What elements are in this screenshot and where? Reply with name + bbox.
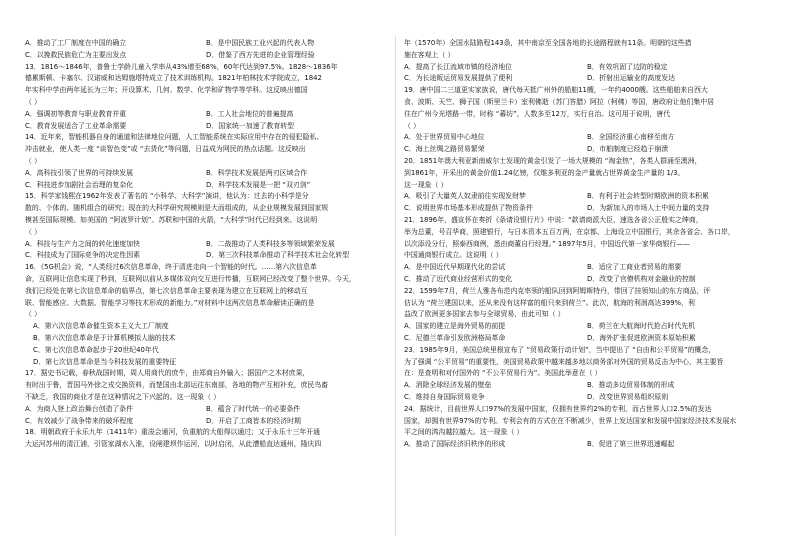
option-row xyxy=(404,203,770,215)
option-text: B．推动多边贸易体制的形成 xyxy=(587,381,675,390)
option-text: A．科技与生产力之间的转化速度加快 xyxy=(25,239,140,248)
text-line: （ ） xyxy=(25,310,41,319)
text-line: 16．《5G机会》说，“人类经过6次信息革命，终于清进走向一个智能的时代。……第六次信息革 xyxy=(25,263,317,272)
option-text: C．有效减少了战争带来的破坏程度 xyxy=(25,416,134,425)
text-line: （ ） xyxy=(25,97,41,106)
right-column xyxy=(404,38,770,451)
option-row xyxy=(25,168,387,180)
text-line: 23．1985年9月，美国总统里根宣布了 “贸易政策行动计划”，当中提出了 “自由和公平贸易”的概念， xyxy=(404,345,716,354)
option-text: C．教育发展适合了工业革命需要 xyxy=(25,121,127,130)
option-row xyxy=(404,262,770,274)
option-text: C．为长途贩运贸易发展提供了便利 xyxy=(404,74,513,83)
option-text: A．高科技引领了世界的可持续发展 xyxy=(25,168,134,177)
option-text: B．适应了工商业者贸易的需要 xyxy=(587,263,682,272)
option-row xyxy=(404,132,770,144)
text-line: 14．近年来，智能机器自身的通道和法律地位问题，人工智能系统在实际应用中存在的侵犯隐私、 xyxy=(25,133,324,142)
option-row xyxy=(25,121,387,133)
text-line: 以次添设分行，照泰西商例，悉由商董自行经理。” 1897年5月，中国近代第一家华商银行—— xyxy=(404,239,691,248)
option-text: C．科技进步加剧社会治理的复杂化 xyxy=(25,180,134,189)
option-text: A．国家的建立是海外贸易的前提 xyxy=(404,322,506,331)
option-text: A．吸引了大量英人奴隶前往实现发财梦 xyxy=(404,192,526,201)
text-line: 19．唐中国二三道更实家族说，唐代每天抵广州外的船舶11艘，一年约4000艘。这些船舶来自西大 xyxy=(404,86,708,95)
text-line: 命，互联网让信息实现了秒到，互联网以前从多媒体双向交互进行传播，互联网已经改变了整个世界。今天， xyxy=(25,274,356,283)
option-text: D．借鉴了西方先进的企业管理经验 xyxy=(206,50,315,59)
option-text: B．全国经济重心南移至南方 xyxy=(587,133,675,142)
text-line: 模甚至国际规模。如美国的 “阿波罗计划”、苏联和中国的火箭，“大科学”时代已经到来。这说明 xyxy=(25,215,318,224)
option-text: A．为商人登上政治舞台创造了条件 xyxy=(25,404,134,413)
text-line: B．第六次信息革命是于计算机模拟人脑的技术 xyxy=(33,333,176,342)
option-row xyxy=(404,333,770,345)
option-row xyxy=(404,73,770,85)
option-text: D．改变世界贸易组织原则 xyxy=(587,392,669,401)
option-row xyxy=(25,180,387,192)
option-text: A．推动了工厂制度在中国的确立 xyxy=(25,39,127,47)
option-row xyxy=(25,239,387,251)
text-line: 国家，却拥有世界97%的专利。专利会有的方式在在不断减少，世界上发达国家和发展中国家经济技术发展水 xyxy=(404,416,737,425)
text-line: 益改了欧洲更多国家去参与全球贸易，由此可知（ ） xyxy=(404,310,565,319)
option-text: D．为新加入的市场人士中间力量的支持 xyxy=(587,204,710,213)
text-line: 德累斯顿、卡塞尔、汉诺威和达姆施塔特成立了技术训练机构。1821年柏林技术学院成立，1842 xyxy=(25,74,322,83)
text-line: C．第七次信息革命起步于20世纪40年代 xyxy=(33,345,159,354)
text-line: 为了强调 “公平贸易”的重要性，美国贸易政策中越来越多地以商务部对外国的贸易反击为中心，其主要旨 xyxy=(404,357,724,366)
text-line: 在：是查明和对付国外的 “不公平贸易行为”。美国此举意在（ ） xyxy=(404,369,602,378)
text-line: 食、波斯、天竺、狮子国（斯里兰卡）室利佛逝（苏门答腊）阿拉（柯佛）等国，唐政府让他们集中居 xyxy=(404,97,715,106)
option-text: B．工人社会地位的普遍提高 xyxy=(206,109,294,118)
option-text: A．推动了国际经济旧秩序的形成 xyxy=(404,440,506,449)
option-text: B．促进了第三世界迅速崛起 xyxy=(587,440,675,449)
text-line: 18．明朝政府于永乐九年（1411年）重浚会通河，负重航的大船得以通过；又于永乐十三年开通 xyxy=(25,428,321,437)
option-text: A．强调初等教育与职业教育并重 xyxy=(25,109,127,118)
text-line: 施在客观上（ ） xyxy=(404,50,455,59)
text-line: 17．据史书记载，春秋战国时期，周人用商代的庶牛，由郑商自外输入；据国产之木材庶果， xyxy=(25,369,310,378)
text-line: 年实科中学由两年延长为三年；开设算术、几何、数学、化学和矿物学等学科。这反映出德国 xyxy=(25,86,308,95)
text-line: 不缺乏，我国的商业才是在这种情况之下兴起的。这一现象（ ） xyxy=(25,392,221,401)
option-row xyxy=(404,191,770,203)
option-text: C．尼德兰革命引发欧洲格局革命 xyxy=(404,333,506,342)
option-row xyxy=(404,62,770,74)
option-text: A．提高了长江流域市镇的经济地位 xyxy=(404,62,513,71)
text-line: 冲击就业，使人类一度 “谈智色变”或 “去货化”等问题，日益成为网民的热点话题。这反映出 xyxy=(25,145,306,154)
option-row xyxy=(404,144,770,156)
text-line: 我们已经处在第七次信息革命的临界点，第七次信息革命主要表现为建立在互联网上的移动互 xyxy=(25,286,308,295)
option-text: D．海外扩张促进欧洲资本原始积累 xyxy=(587,333,696,342)
option-text: B．是中国民族工业兴起的代表人物 xyxy=(206,39,315,47)
option-text: D．科学技术发展是一把 “双刃剑” xyxy=(206,180,311,189)
text-line: （ ） xyxy=(404,121,420,130)
text-line: 估认为 “荷兰建国以来，还从来没有这样富的船只来到荷兰”。此次，航海的利润高达399%，利 xyxy=(404,298,695,307)
option-text: A．消除全球经济发展的壁垒 xyxy=(404,381,492,390)
text-line: 22．1599年7月，荷兰人雅各布范内克率领的船队回到阿姆斯特丹，带回了挂领知山的东方商品，评 xyxy=(404,286,711,295)
text-line: 住在广州今光塔路一带，时称 “蕃坊”，人数多至12万，实行自治。这可用于说明，唐代 xyxy=(404,109,671,118)
option-text: C．推动了近代商业经营形式的变化 xyxy=(404,274,513,283)
option-text: D．开启了工商皆本的经济时期 xyxy=(206,416,301,425)
text-line: 15．科学家钱熙在1962年发表了著名的 “小科学、大科学”演讲，他认为：过去的小科学是分 xyxy=(25,192,309,201)
text-line: 21．1896年，盛宣怀在奏折《条请设银行片》中说：“款请商派大臣，速选各省公正殷实之绅商， xyxy=(404,215,703,224)
text-line: 有时出于鲁，晋国马外徐之戎交换资料，而楚国由北部运往东南部，各地的物产互相补充，庶民鸟畜 xyxy=(25,381,329,390)
option-text: B．蕴含了时代统一的必要条件 xyxy=(206,404,301,413)
option-row xyxy=(404,392,770,404)
option-row xyxy=(404,274,770,286)
text-line: 13．1816～1846年，普鲁士学龄儿童入学率从43%增至68%，60年代达到97.5%。1828～1836年 xyxy=(25,62,338,71)
option-text: B．科学技术发展是两刃区域合作 xyxy=(206,168,308,177)
text-line: 这一现象（ ） xyxy=(404,180,448,189)
option-text: A．是中国近代早期现代化的尝试 xyxy=(404,263,506,272)
text-line: A．第六次信息革命催生资本主义大工厂制度 xyxy=(33,322,169,331)
text-line: 年（1570年）全国水陆路程143条，其中南京至全国各地的长途路程就有11条。明朝的这些措 xyxy=(404,39,692,47)
option-text: D．折射出运输业的高度发达 xyxy=(587,74,675,83)
option-text: D．改变了官僚机构对金融业的控制 xyxy=(587,274,696,283)
text-line: （ ） xyxy=(25,227,41,236)
option-text: C．海上丝绸之路贸易繁荣 xyxy=(404,145,485,154)
option-text: D．第三次科技革命推动了科学技术社会化转型 xyxy=(206,251,350,260)
option-text: B．荷兰在大航海时代抢占时代先机 xyxy=(587,322,696,331)
option-text: C．说明世界市场基本形成提供了物资条件 xyxy=(404,204,533,213)
text-line: 中国通商银行成立。这说明（ ） xyxy=(404,251,503,260)
option-text: D．国家统一加速了教育转型 xyxy=(206,121,294,130)
text-line: 联、智能感应、大数据、智能学习等技术形成的新能力。”对材料中这两次信息革命解读正确的是 xyxy=(25,298,315,307)
text-line: 平之间的鸿沟越拉越大。这一现象（ ） xyxy=(404,428,524,437)
text-line: （ ） xyxy=(25,156,41,165)
text-line: 举为总董，号召华商，照建银行，与日本资本五百万两，在京都、上海设立中国银行，其余各省会、各口岸， xyxy=(404,227,735,236)
option-row xyxy=(404,380,770,392)
option-row xyxy=(25,38,387,50)
option-text: A．处于世界贸易中心地位 xyxy=(404,133,485,142)
option-text: B．二战推动了人类科技多等领域繁荣发展 xyxy=(206,239,335,248)
option-row xyxy=(25,50,387,62)
option-text: C．以挽救民族危亡为主要出发点 xyxy=(25,50,127,59)
option-text: C．科技成为了国际竞争的决定性因素 xyxy=(25,251,141,260)
option-row xyxy=(25,250,387,262)
option-row xyxy=(404,321,770,333)
option-row xyxy=(25,109,387,121)
text-line: 24．据统计，目前世界人口97%的发展中国家，仅拥有世界约2%的专利，而占世界人口2.5%的发达 xyxy=(404,404,712,413)
option-row xyxy=(25,404,387,416)
option-text: B．有效巩固了边防的稳定 xyxy=(587,62,668,71)
text-line: 散的、个体的、随机组合的研究；现在的大科学研究规模则是大而组成的，从企业规模发展到国家规 xyxy=(25,204,329,213)
option-text: C．维持自身国际贸易竞争 xyxy=(404,392,485,401)
option-row xyxy=(404,439,770,451)
text-line: 20．1851年澳大利亚新南威尔士发现的黄金引发了一场大规模的 “淘金热”，各类人群涌至澳洲， xyxy=(404,156,702,165)
left-column xyxy=(25,38,387,451)
text-line: D．第七次信息革命是当今科技发展的重要特征 xyxy=(33,357,177,366)
column-divider xyxy=(395,36,396,536)
option-text: B．有利于社会转型时期欧洲的资本积累 xyxy=(587,192,709,201)
text-line: 大运河苏州的清江浦，引管家湖水入淮，设闸建坝作运河，以时启闭，从此漕船直达通州，隆庆四 xyxy=(25,440,322,449)
text-line: 到1861年，开采出的黄金价值1.24亿镑，仅维多利亚的金产量就占世界黄金生产量的 1/3。 xyxy=(404,168,685,177)
option-row xyxy=(25,416,387,428)
option-text: D．市舶制度已经趋于崩溃 xyxy=(587,145,669,154)
